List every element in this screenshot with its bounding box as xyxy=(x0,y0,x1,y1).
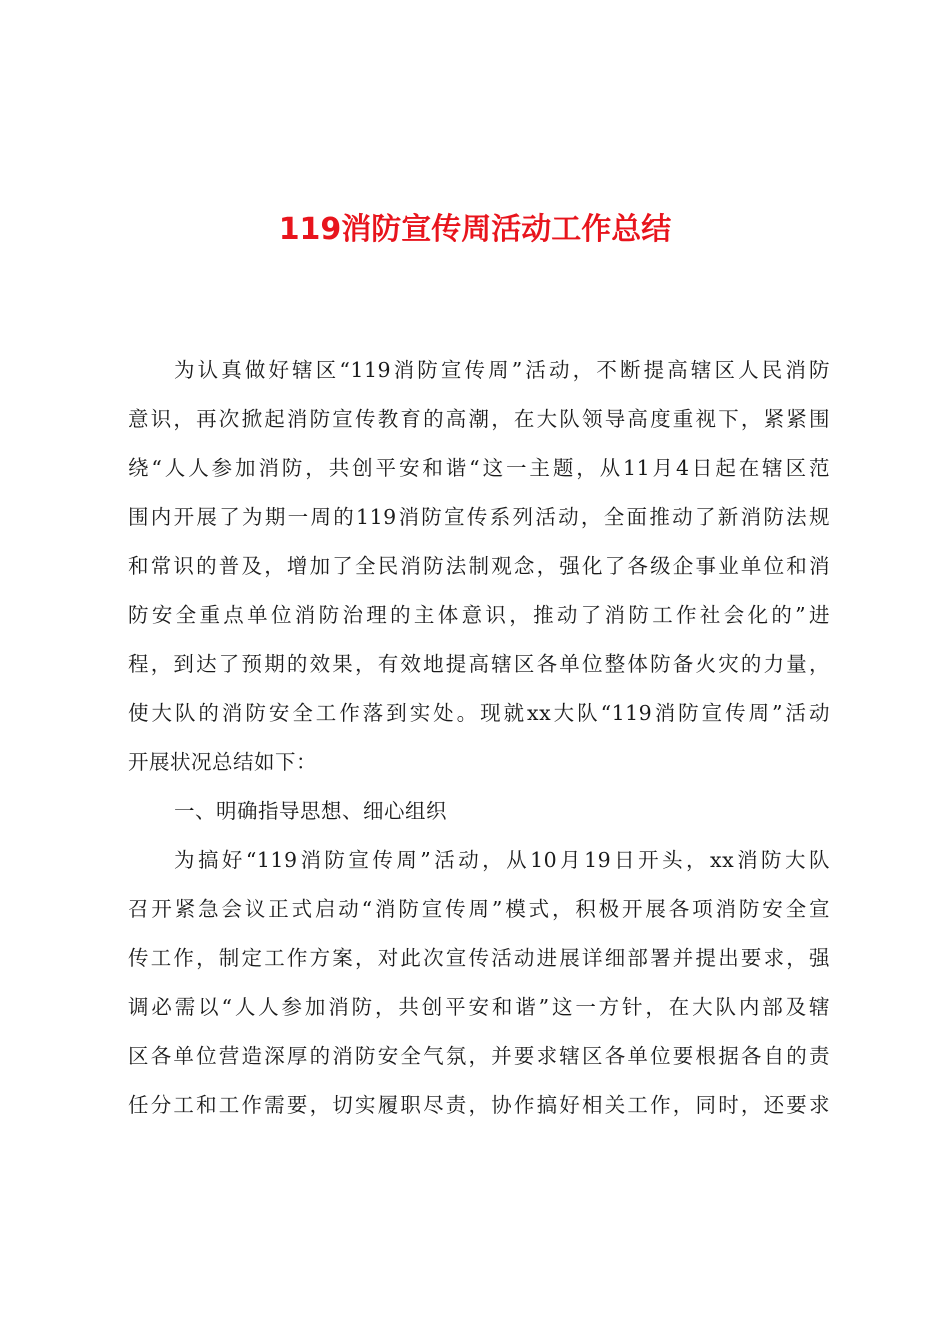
paragraph-line: 围内开展了为期一周的119消防宣传系列活动，全面推动了新消防法规 xyxy=(128,505,830,529)
document-title: 119消防宣传周活动工作总结 xyxy=(278,212,672,247)
paragraph-first-line: 为搞好“119消防宣传周”活动，从10月19日开头，xx消防大队 xyxy=(174,848,830,872)
paragraph-line: 召开紧急会议正式启动“消防宣传周”模式，积极开展各项消防安全宣 xyxy=(128,897,830,921)
paragraph-line: 防安全重点单位消防治理的主体意识，推动了消防工作社会化的”进 xyxy=(128,603,830,627)
paragraph-line: 绕“人人参加消防，共创平安和谐“这一主题，从11月4日起在辖区范 xyxy=(128,456,830,480)
paragraph-line: 和常识的普及，增加了全民消防法制观念，强化了各级企事业单位和消 xyxy=(128,554,830,578)
paragraph-first-line: 一、明确指导思想、细心组织 xyxy=(174,799,447,823)
paragraph-line: 意识，再次掀起消防宣传教育的高潮，在大队领导高度重视下，紧紧围 xyxy=(128,407,830,431)
paragraph-line: 任分工和工作需要，切实履职尽责，协作搞好相关工作，同时，还要求 xyxy=(128,1093,830,1117)
paragraph-line: 传工作，制定工作方案，对此次宣传活动进展详细部署并提出要求，强 xyxy=(128,946,830,970)
paragraph-line: 程，到达了预期的效果，有效地提高辖区各单位整体防备火灾的力量， xyxy=(128,652,830,676)
paragraph-line: 使大队的消防安全工作落到实处。现就xx大队“119消防宣传周”活动 xyxy=(128,701,830,725)
paragraph-line: 调必需以“人人参加消防，共创平安和谐”这一方针，在大队内部及辖 xyxy=(128,995,830,1019)
document-body xyxy=(128,346,830,1130)
paragraph-line: 区各单位营造深厚的消防安全气氛，并要求辖区各单位要根据各自的责 xyxy=(128,1044,830,1068)
paragraph-line: 开展状况总结如下： xyxy=(128,750,317,774)
paragraph-first-line: 为认真做好辖区“119消防宣传周”活动，不断提高辖区人民消防 xyxy=(174,358,830,382)
